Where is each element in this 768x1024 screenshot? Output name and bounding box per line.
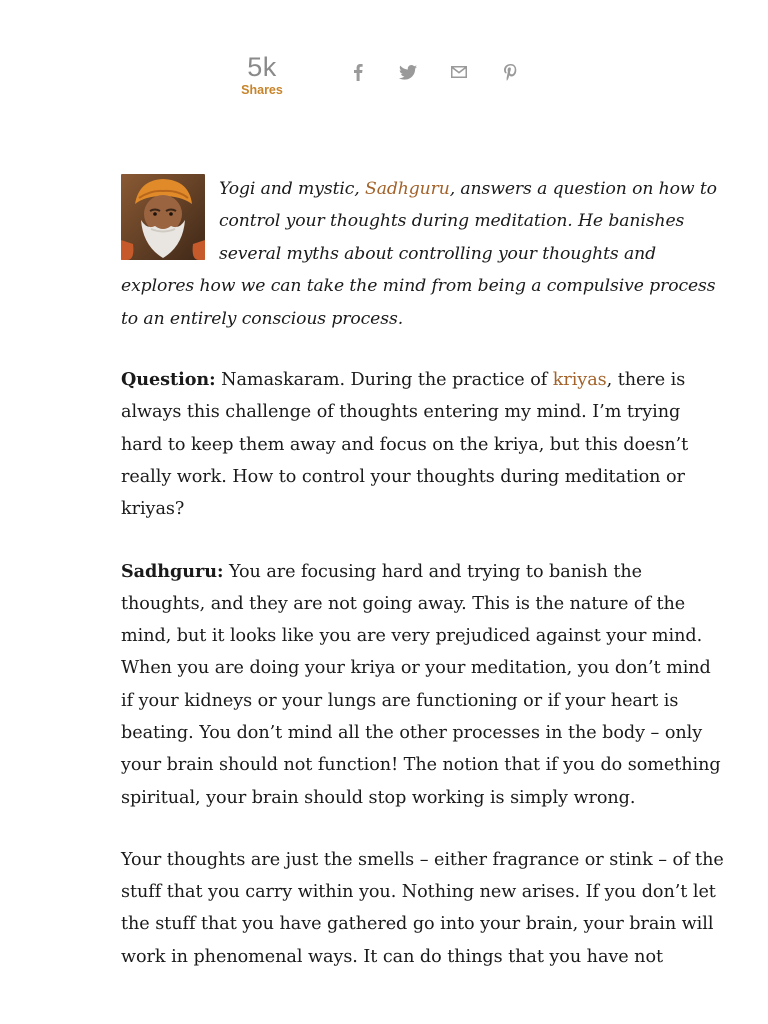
intro-text-after: , answers a question on how to control your thoughts during meditation. He banishes several myths about controlling your thoughts and explores how we can take the mind from being a compulsive process to an entirely conscious process. <box>121 179 717 329</box>
email-icon <box>451 66 467 78</box>
pinterest-icon <box>504 64 517 81</box>
question-paragraph <box>121 364 727 525</box>
share-count <box>228 52 296 98</box>
kriyas-link[interactable]: kriyas <box>552 370 607 391</box>
twitter-icon <box>399 65 417 80</box>
author-portrait-image <box>121 174 205 260</box>
twitter-share-button[interactable] <box>396 60 420 84</box>
pinterest-share-button[interactable] <box>498 60 522 84</box>
question-text-before: Namaskaram. During the practice of <box>215 370 553 391</box>
email-share-button[interactable] <box>447 60 471 84</box>
question-text-after: , there is always this challenge of thoughts entering my mind. I’m trying hard to keep them away and focus on the kriya, but this doesn’t really work. How to control your thoughts during meditation or kriyas? <box>121 370 689 520</box>
article-intro <box>121 173 727 335</box>
sadhguru-link[interactable]: Sadhguru <box>365 179 450 199</box>
question-label: Question: <box>121 369 216 391</box>
sadhguru-label: Sadhguru: <box>121 560 224 582</box>
intro-text-before: Yogi and mystic, <box>219 179 366 199</box>
facebook-share-button[interactable] <box>346 60 370 84</box>
answer-paragraph <box>121 556 727 814</box>
facebook-icon <box>352 63 364 81</box>
share-bar <box>228 52 548 102</box>
article-body <box>121 173 727 1003</box>
share-count-label: Shares <box>241 83 283 97</box>
share-count-number: 5k <box>247 52 277 82</box>
author-avatar <box>121 174 205 260</box>
answer-text: You are focusing hard and trying to banish the thoughts, and they are not going away. This is the nature of the mind, but it looks like you are very prejudiced against your mind. When you are doing your kriya or your meditation, you don’t mind if your kidneys or your lungs are functioning or if your heart is beating. You don’t mind all the other processes in the body – only your brain should not function! The notion that if you do something spiritual, your brain should stop working is simply wrong. <box>121 561 721 808</box>
body-paragraph: Your thoughts are just the smells – either fragrance or stink – of the stuff that you carry within you. Nothing new arises. If you don’t let the stuff that you have gathered go into your brain, your brain will work in phenomenal ways. It can do things that you have not <box>121 849 724 967</box>
